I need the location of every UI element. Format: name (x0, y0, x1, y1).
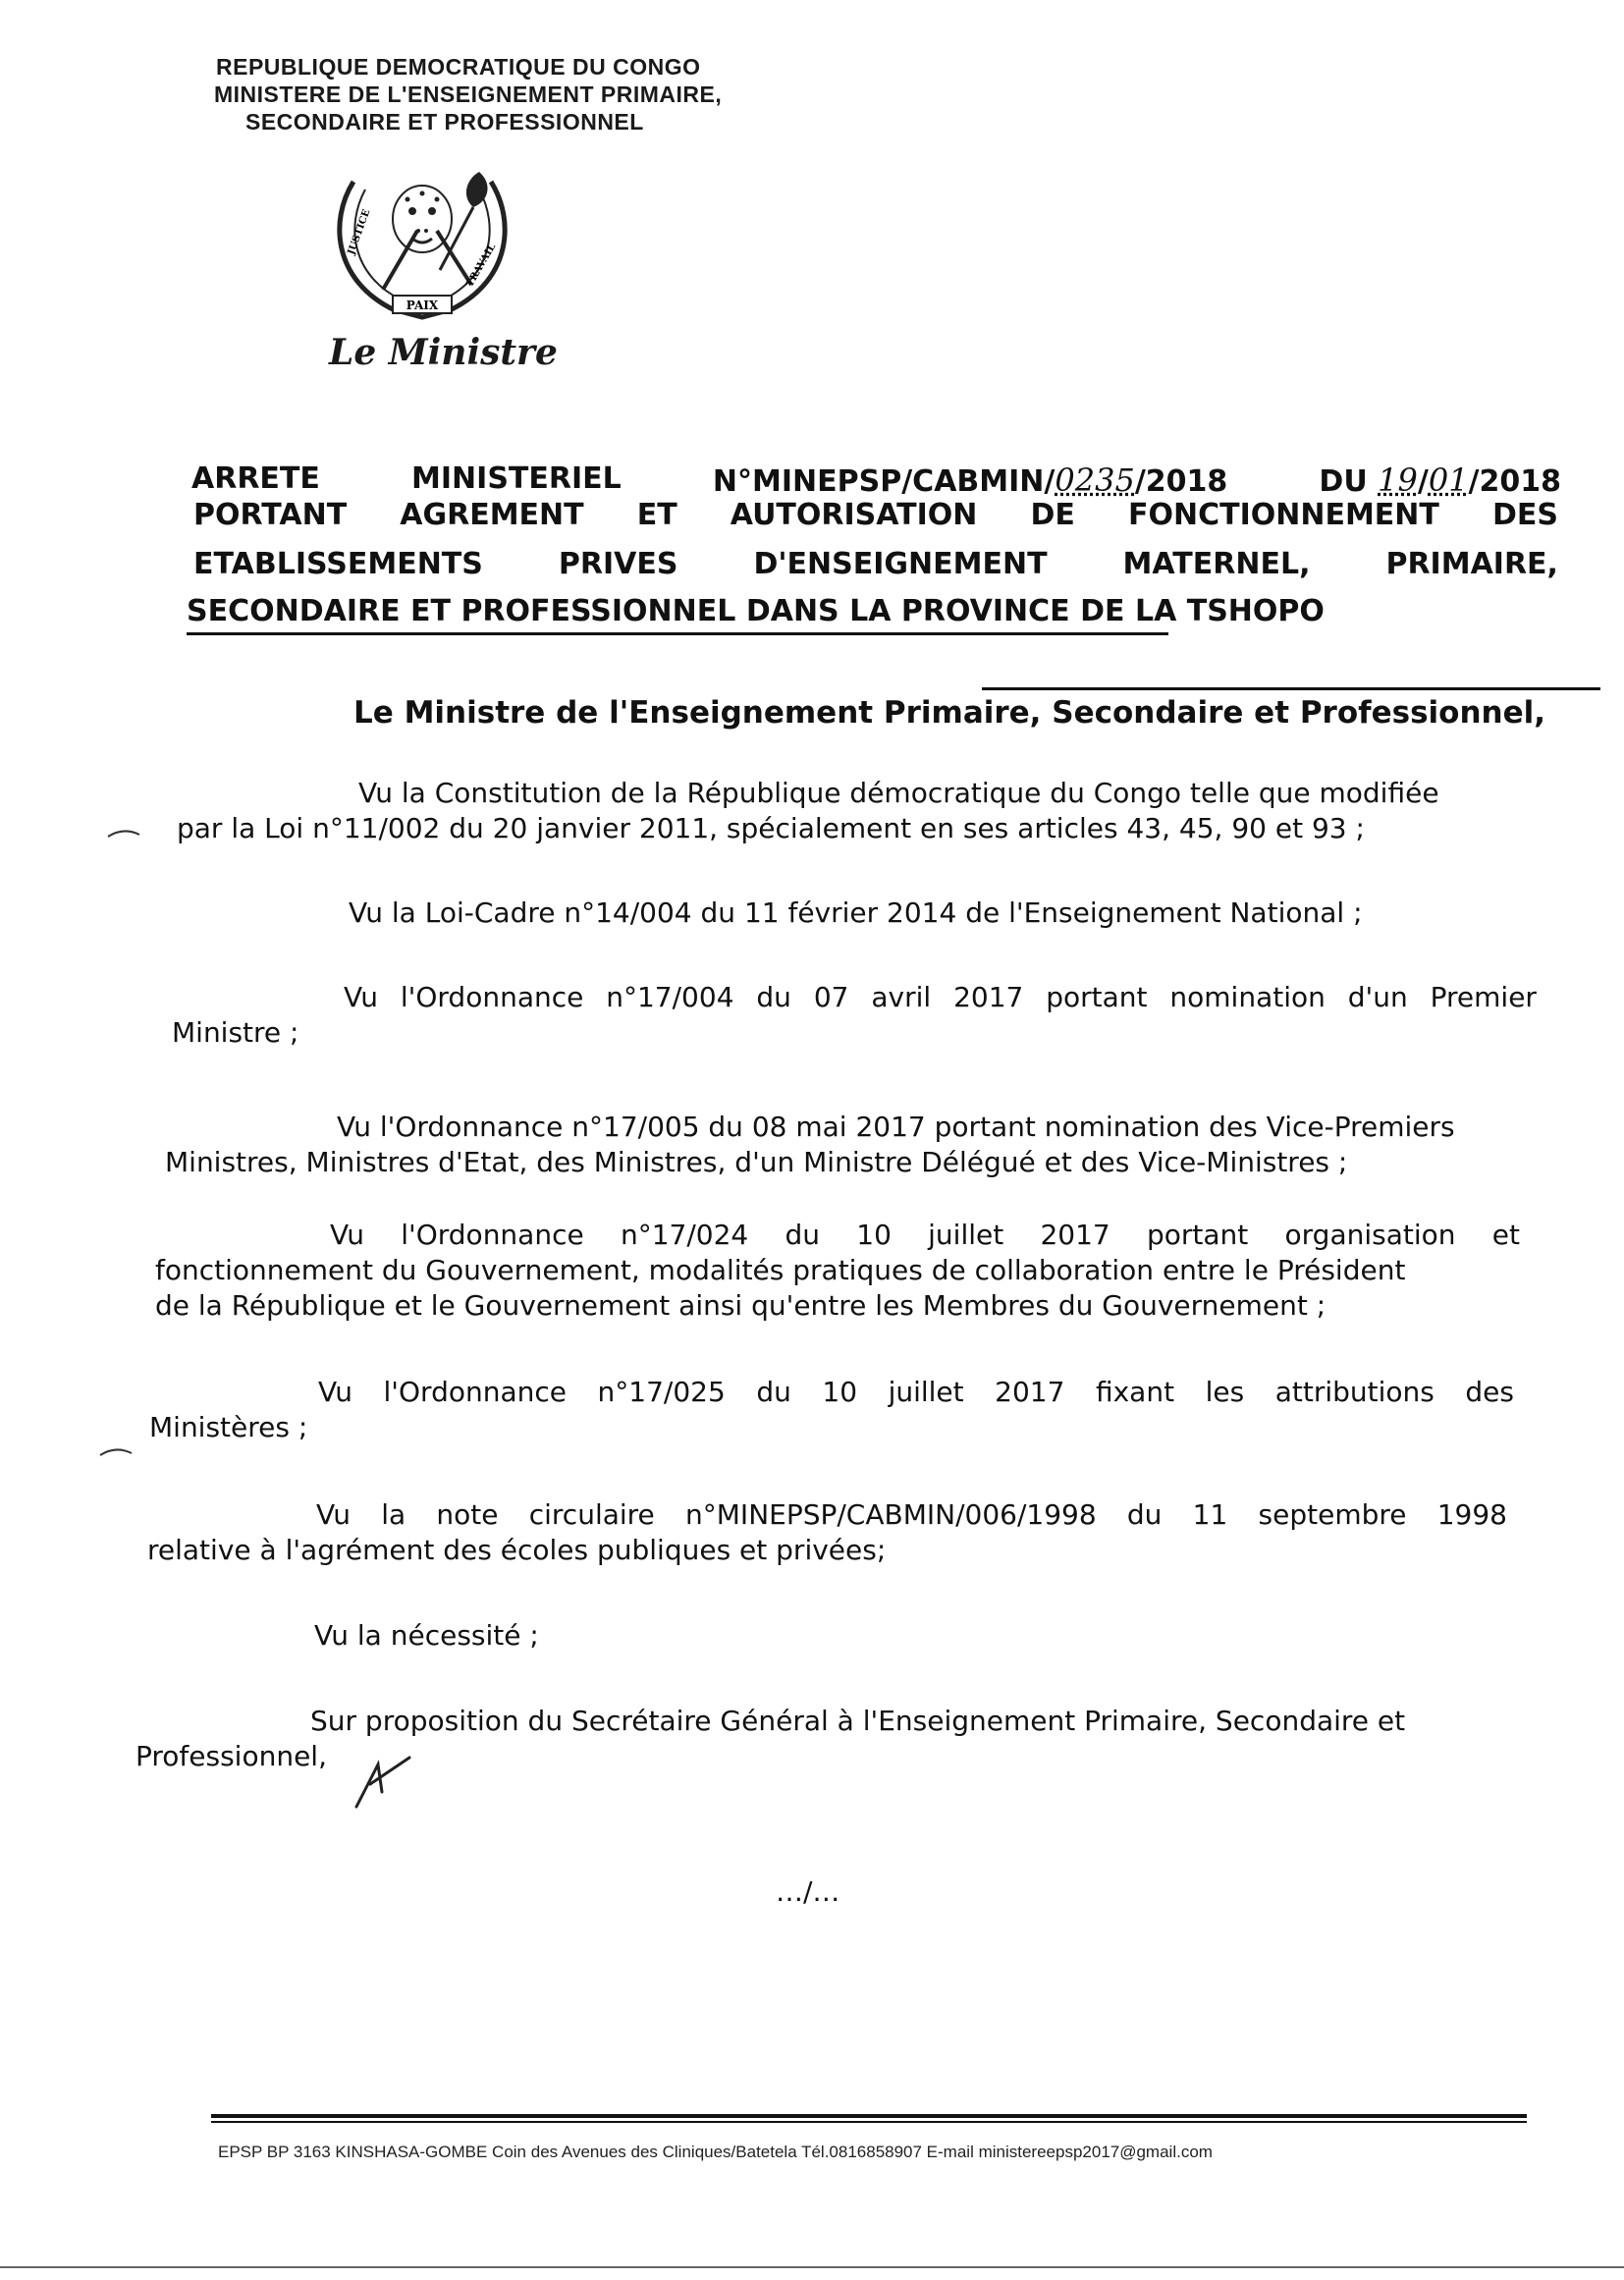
paragraph-necessite (314, 1618, 539, 1654)
paragraph-line (155, 1218, 1520, 1253)
paragraph-text: Ministres, Ministres d'Etat, des Ministres, d'un Ministre Délégué et des Vice-Ministres ; (165, 1146, 1348, 1178)
paragraph-word: 1998 (1436, 1498, 1507, 1531)
paragraph-text: Ministre ; (172, 1016, 299, 1049)
title-word: PORTANT (193, 498, 348, 532)
title-line-4: SECONDAIRE ET PROFESSIONNEL DANS LA PROVINCE DE LA TSHOPO (187, 594, 1325, 628)
paragraph-word: du (756, 981, 791, 1013)
footer-rule (211, 2114, 1527, 2118)
paragraph-word: Vu (330, 1219, 364, 1251)
paragraph-word: portant (1147, 1219, 1249, 1251)
title-word: AUTORISATION (730, 498, 978, 532)
handwritten-initial (349, 1753, 417, 1812)
footer-address: EPSP BP 3163 KINSHASA-GOMBE Coin des Avenues des Cliniques/Batetela Tél.0816858907 E-mail ministereepsp2017@gmail.com (218, 2143, 1213, 2161)
decree-number-handwritten: 0235 (1055, 461, 1135, 499)
minister-heading: Le Ministre de l'Enseignement Primaire, Secondaire et Professionnel, (353, 695, 1546, 731)
paragraph-line (172, 980, 1537, 1015)
paragraph-word: n°17/024 (620, 1219, 749, 1251)
paragraph-text: relative à l'agrément des écoles publiques et privées; (147, 1534, 887, 1566)
title-word: AGREMENT (400, 498, 584, 532)
decree-year: /2018 (1134, 464, 1228, 499)
paragraph-text: Vu la Constitution de la République démocratique du Congo telle que modifiée (358, 777, 1439, 809)
header-country: REPUBLIQUE DEMOCRATIQUE DU CONGO (216, 54, 701, 80)
paragraph-word: Premier (1430, 981, 1537, 1013)
paragraph-word: l'Ordonnance (401, 1219, 584, 1251)
paragraph-word: du (785, 1219, 821, 1251)
title-line-2 (193, 498, 1558, 532)
paragraph-word: Vu (318, 1376, 352, 1408)
title-word: FONCTIONNEMENT (1128, 498, 1439, 532)
paragraph-text: Sur proposition du Secrétaire Général à l'Enseignement Primaire, Secondaire et (310, 1705, 1406, 1737)
paragraph-constitution (177, 776, 1571, 846)
margin-mark (106, 825, 141, 841)
paragraph-word: 07 (813, 981, 849, 1013)
paragraph-word: fixant (1095, 1376, 1175, 1408)
decree-date-year: /2018 (1468, 464, 1561, 499)
title-word: DES (1491, 498, 1558, 532)
paragraph-word: l'Ordonnance (400, 981, 584, 1013)
title-line-1 (191, 461, 1561, 499)
paragraph-text: par la Loi n°11/002 du 20 janvier 2011, spécialement en ses articles 43, 45, 90 et 93 ; (177, 812, 1365, 844)
header-ministry: MINISTERE DE L'ENSEIGNEMENT PRIMAIRE, (214, 81, 723, 107)
paragraph-text: Vu la Loi-Cadre n°14/004 du 11 février 2014 de l'Enseignement National ; (349, 896, 1363, 929)
paragraph-line (147, 1497, 1507, 1533)
decree-day-handwritten: 19 (1378, 461, 1418, 499)
paragraph-word: les (1205, 1376, 1245, 1408)
title-word: ETABLISSEMENTS (193, 547, 483, 581)
paragraph-word: septembre (1258, 1498, 1407, 1531)
paragraph-word: juillet (928, 1219, 1004, 1251)
paragraph-ordonnance-004 (172, 980, 1537, 1051)
emblem-word-justice: JUSTICE (346, 207, 373, 257)
paragraph-proposition (135, 1704, 1510, 1774)
paragraph-word: et (1491, 1219, 1520, 1251)
paragraph-word: d'un (1347, 981, 1408, 1013)
paragraph-ordonnance-025 (149, 1375, 1514, 1445)
header-ministry-cont: SECONDAIRE ET PROFESSIONNEL (245, 109, 644, 135)
title-word: DE (1030, 498, 1075, 532)
decree-reference: N°MINEPSP/CABMIN/ (712, 464, 1056, 499)
paragraph-text: Professionnel, (135, 1740, 327, 1772)
paragraph-text: fonctionnement du Gouvernement, modalités pratiques de collaboration entre le Président (155, 1254, 1406, 1286)
paragraph-word: note (436, 1498, 499, 1531)
paragraph-word: juillet (888, 1376, 964, 1408)
paragraph-ordonnance-005 (165, 1110, 1540, 1180)
title-word: MATERNEL, (1122, 547, 1311, 581)
paragraph-word: n°17/025 (597, 1376, 726, 1408)
title-word: D'ENSEIGNEMENT (753, 547, 1048, 581)
decree-date-label: DU (1319, 464, 1368, 499)
title-word: PRIVES (558, 547, 678, 581)
title-line-3 (193, 547, 1558, 581)
title-word: MINISTERIEL (411, 461, 622, 496)
paragraph-loi-cadre (349, 896, 1363, 931)
paragraph-word: portant (1046, 981, 1148, 1013)
emblem-word-travail: TRAVAIL (464, 242, 499, 290)
paragraph-word: des (1465, 1376, 1514, 1408)
paragraph-line (149, 1375, 1514, 1410)
paragraph-word: nomination (1169, 981, 1326, 1013)
paragraph-word: 2017 (995, 1376, 1065, 1408)
paragraph-word: 2017 (1040, 1219, 1110, 1251)
footer-rule (211, 2121, 1527, 2123)
title-word: DU 19/01/2018 (1319, 461, 1561, 499)
paragraph-text: Vu la nécessité ; (314, 1619, 539, 1652)
paragraph-word: du (756, 1376, 791, 1408)
page-bottom-rule (0, 2266, 1624, 2268)
paragraph-word: Vu (344, 981, 378, 1013)
paragraph-note-circulaire (147, 1497, 1507, 1568)
signature-block-title: Le Ministre (329, 332, 558, 373)
title-rule (982, 687, 1600, 690)
paragraph-word: attributions (1274, 1376, 1435, 1408)
paragraph-text: Ministères ; (149, 1411, 308, 1443)
paragraph-word: Vu (316, 1498, 351, 1531)
title-underline (187, 632, 1168, 635)
paragraph-ordonnance-024 (155, 1218, 1520, 1324)
paragraph-text: Vu l'Ordonnance n°17/005 du 08 mai 2017 portant nomination des Vice-Premiers (337, 1111, 1455, 1143)
paragraph-word: 2017 (953, 981, 1024, 1013)
margin-mark (98, 1443, 134, 1459)
title-word: ARRETE (191, 461, 320, 496)
paragraph-word: 10 (822, 1376, 858, 1408)
paragraph-word: l'Ordonnance (383, 1376, 567, 1408)
decree-month-handwritten: 01 (1428, 461, 1469, 499)
paragraph-text: de la République et le Gouvernement ainsi qu'entre les Membres du Gouvernement ; (155, 1289, 1326, 1322)
paragraph-word: n°17/004 (606, 981, 734, 1013)
paragraph-word: organisation (1284, 1219, 1456, 1251)
paragraph-word: avril (871, 981, 932, 1013)
coat-of-arms-emblem (324, 162, 520, 329)
title-word: PRIMAIRE, (1385, 547, 1558, 581)
continuation-mark: …/… (776, 1875, 840, 1908)
paragraph-word: du (1126, 1498, 1163, 1531)
paragraph-word: circulaire (528, 1498, 655, 1531)
paragraph-word: n°MINEPSP/CABMIN/006/1998 (685, 1498, 1097, 1531)
paragraph-word: la (381, 1498, 406, 1531)
title-word (713, 461, 1227, 499)
emblem-word-paix: PAIX (406, 299, 439, 312)
paragraph-word: 11 (1192, 1498, 1228, 1531)
title-word: ET (636, 498, 677, 532)
paragraph-word: 10 (856, 1219, 892, 1251)
